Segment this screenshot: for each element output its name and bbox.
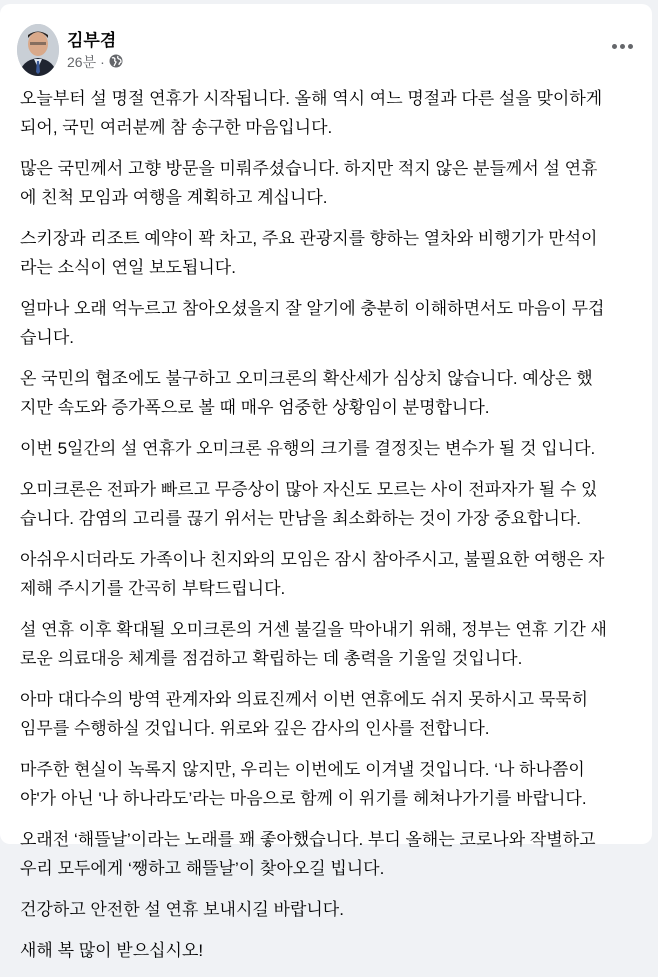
post-paragraph	[20, 294, 645, 352]
paragraph-line: 되어, 국민 여러분께 참 송구한 마음입니다.	[20, 118, 333, 137]
post-paragraph	[20, 154, 645, 212]
paragraph-line: 오늘부터 설 명절 연휴가 시작됩니다. 올해 역시 여느 명절과 다른 설을 맞이하게	[20, 89, 603, 108]
paragraph-line: 얼마나 오래 억누르고 참아오셨을지 잘 알기에 충분히 이해하면서도 마음이 무겁	[20, 299, 605, 318]
paragraph-line: 새해 복 많이 받으십시오!	[20, 941, 204, 960]
paragraph-line: 온 국민의 협조에도 불구하고 오미크론의 확산세가 심상치 않습니다. 예상은 했	[20, 369, 593, 388]
post-card	[0, 4, 652, 960]
post-paragraph	[20, 434, 645, 463]
post-header	[17, 20, 637, 78]
paragraph-line: 에 친척 모임과 여행을 계획하고 계십니다.	[20, 188, 328, 207]
paragraph-line: 임무를 수행하실 것입니다. 위로와 깊은 감사의 인사를 전합니다.	[20, 719, 490, 738]
paragraph-line: 제해 주시기를 간곡히 부탁드립니다.	[20, 579, 286, 598]
post-paragraph	[20, 755, 645, 813]
paragraph-line: 라는 소식이 연일 보도됩니다.	[20, 258, 236, 277]
separator: ·	[100, 54, 105, 70]
author-name[interactable]: 김부겸	[67, 31, 117, 50]
paragraph-line: 지만 속도와 증가폭으로 볼 때 매우 엄중한 상황임이 분명합니다.	[20, 398, 490, 417]
post-paragraph	[20, 84, 645, 142]
post-body	[20, 84, 645, 977]
paragraph-line: 건강하고 안전한 설 연휴 보내시길 바랍니다.	[20, 900, 344, 919]
paragraph-line: 설 연휴 이후 확대될 오미크론의 거센 불길을 막아내기 위해, 정부는 연휴 기간 새	[20, 620, 607, 639]
globe-icon[interactable]	[109, 54, 123, 71]
paragraph-line: 습니다.	[20, 328, 74, 347]
paragraph-line: 야'가 아닌 '나 하나라도’라는 마음으로 함께 이 위기를 헤쳐나가기를 바랍니다.	[20, 789, 587, 808]
profile-photo	[17, 24, 59, 76]
paragraph-line: 마주한 현실이 녹록지 않지만, 우리는 이번에도 이겨낼 것입니다. ‘나 하나쯤이	[20, 760, 585, 779]
paragraph-line: 우리 모두에게 ‘쨍하고 해뜰날’이 찾아오길 빕니다.	[20, 859, 385, 878]
post-paragraph	[20, 475, 645, 533]
paragraph-line: 오래전 ‘해뜰날’이라는 노래를 꽤 좋아했습니다. 부디 올해는 코로나와 작별하고	[20, 830, 596, 849]
paragraph-line: 많은 국민께서 고향 방문을 미뤄주셨습니다. 하지만 적지 않은 분들께서 설 연휴	[20, 159, 598, 178]
more-options-icon[interactable]	[607, 36, 637, 56]
post-paragraph	[20, 364, 645, 422]
post-paragraph	[20, 615, 645, 673]
paragraph-line: 이번 5일간의 설 연휴가 오미크론 유행의 크기를 결정짓는 변수가 될 것 입니다.	[20, 439, 596, 458]
post-meta	[67, 52, 123, 72]
post-paragraph	[20, 825, 645, 883]
post-paragraph	[20, 224, 645, 282]
paragraph-line: 오미크론은 전파가 빠르고 무증상이 많아 자신도 모르는 사이 전파자가 될 수 있	[20, 480, 598, 499]
paragraph-line: 로운 의료대응 체계를 점검하고 확립하는 데 총력을 기울일 것입니다.	[20, 649, 523, 668]
paragraph-line: 아쉬우시더라도 가족이나 친지와의 모임은 잠시 참아주시고, 불필요한 여행은 자	[20, 550, 605, 569]
post-paragraph	[20, 545, 645, 603]
paragraph-line: 아마 대다수의 방역 관계자와 의료진께서 이번 연휴에도 쉬지 못하시고 묵묵히	[20, 690, 589, 709]
post-time[interactable]: 26분	[67, 54, 97, 70]
avatar[interactable]	[17, 24, 59, 76]
paragraph-line: 스키장과 리조트 예약이 꽉 차고, 주요 관광지를 향하는 열차와 비행기가 만석이	[20, 229, 598, 248]
post-paragraph	[20, 685, 645, 743]
post-paragraph	[20, 936, 645, 965]
post-paragraph	[20, 895, 645, 924]
paragraph-line: 습니다. 감염의 고리를 끊기 위서는 만남을 최소화하는 것이 가장 중요합니다.	[20, 509, 582, 528]
